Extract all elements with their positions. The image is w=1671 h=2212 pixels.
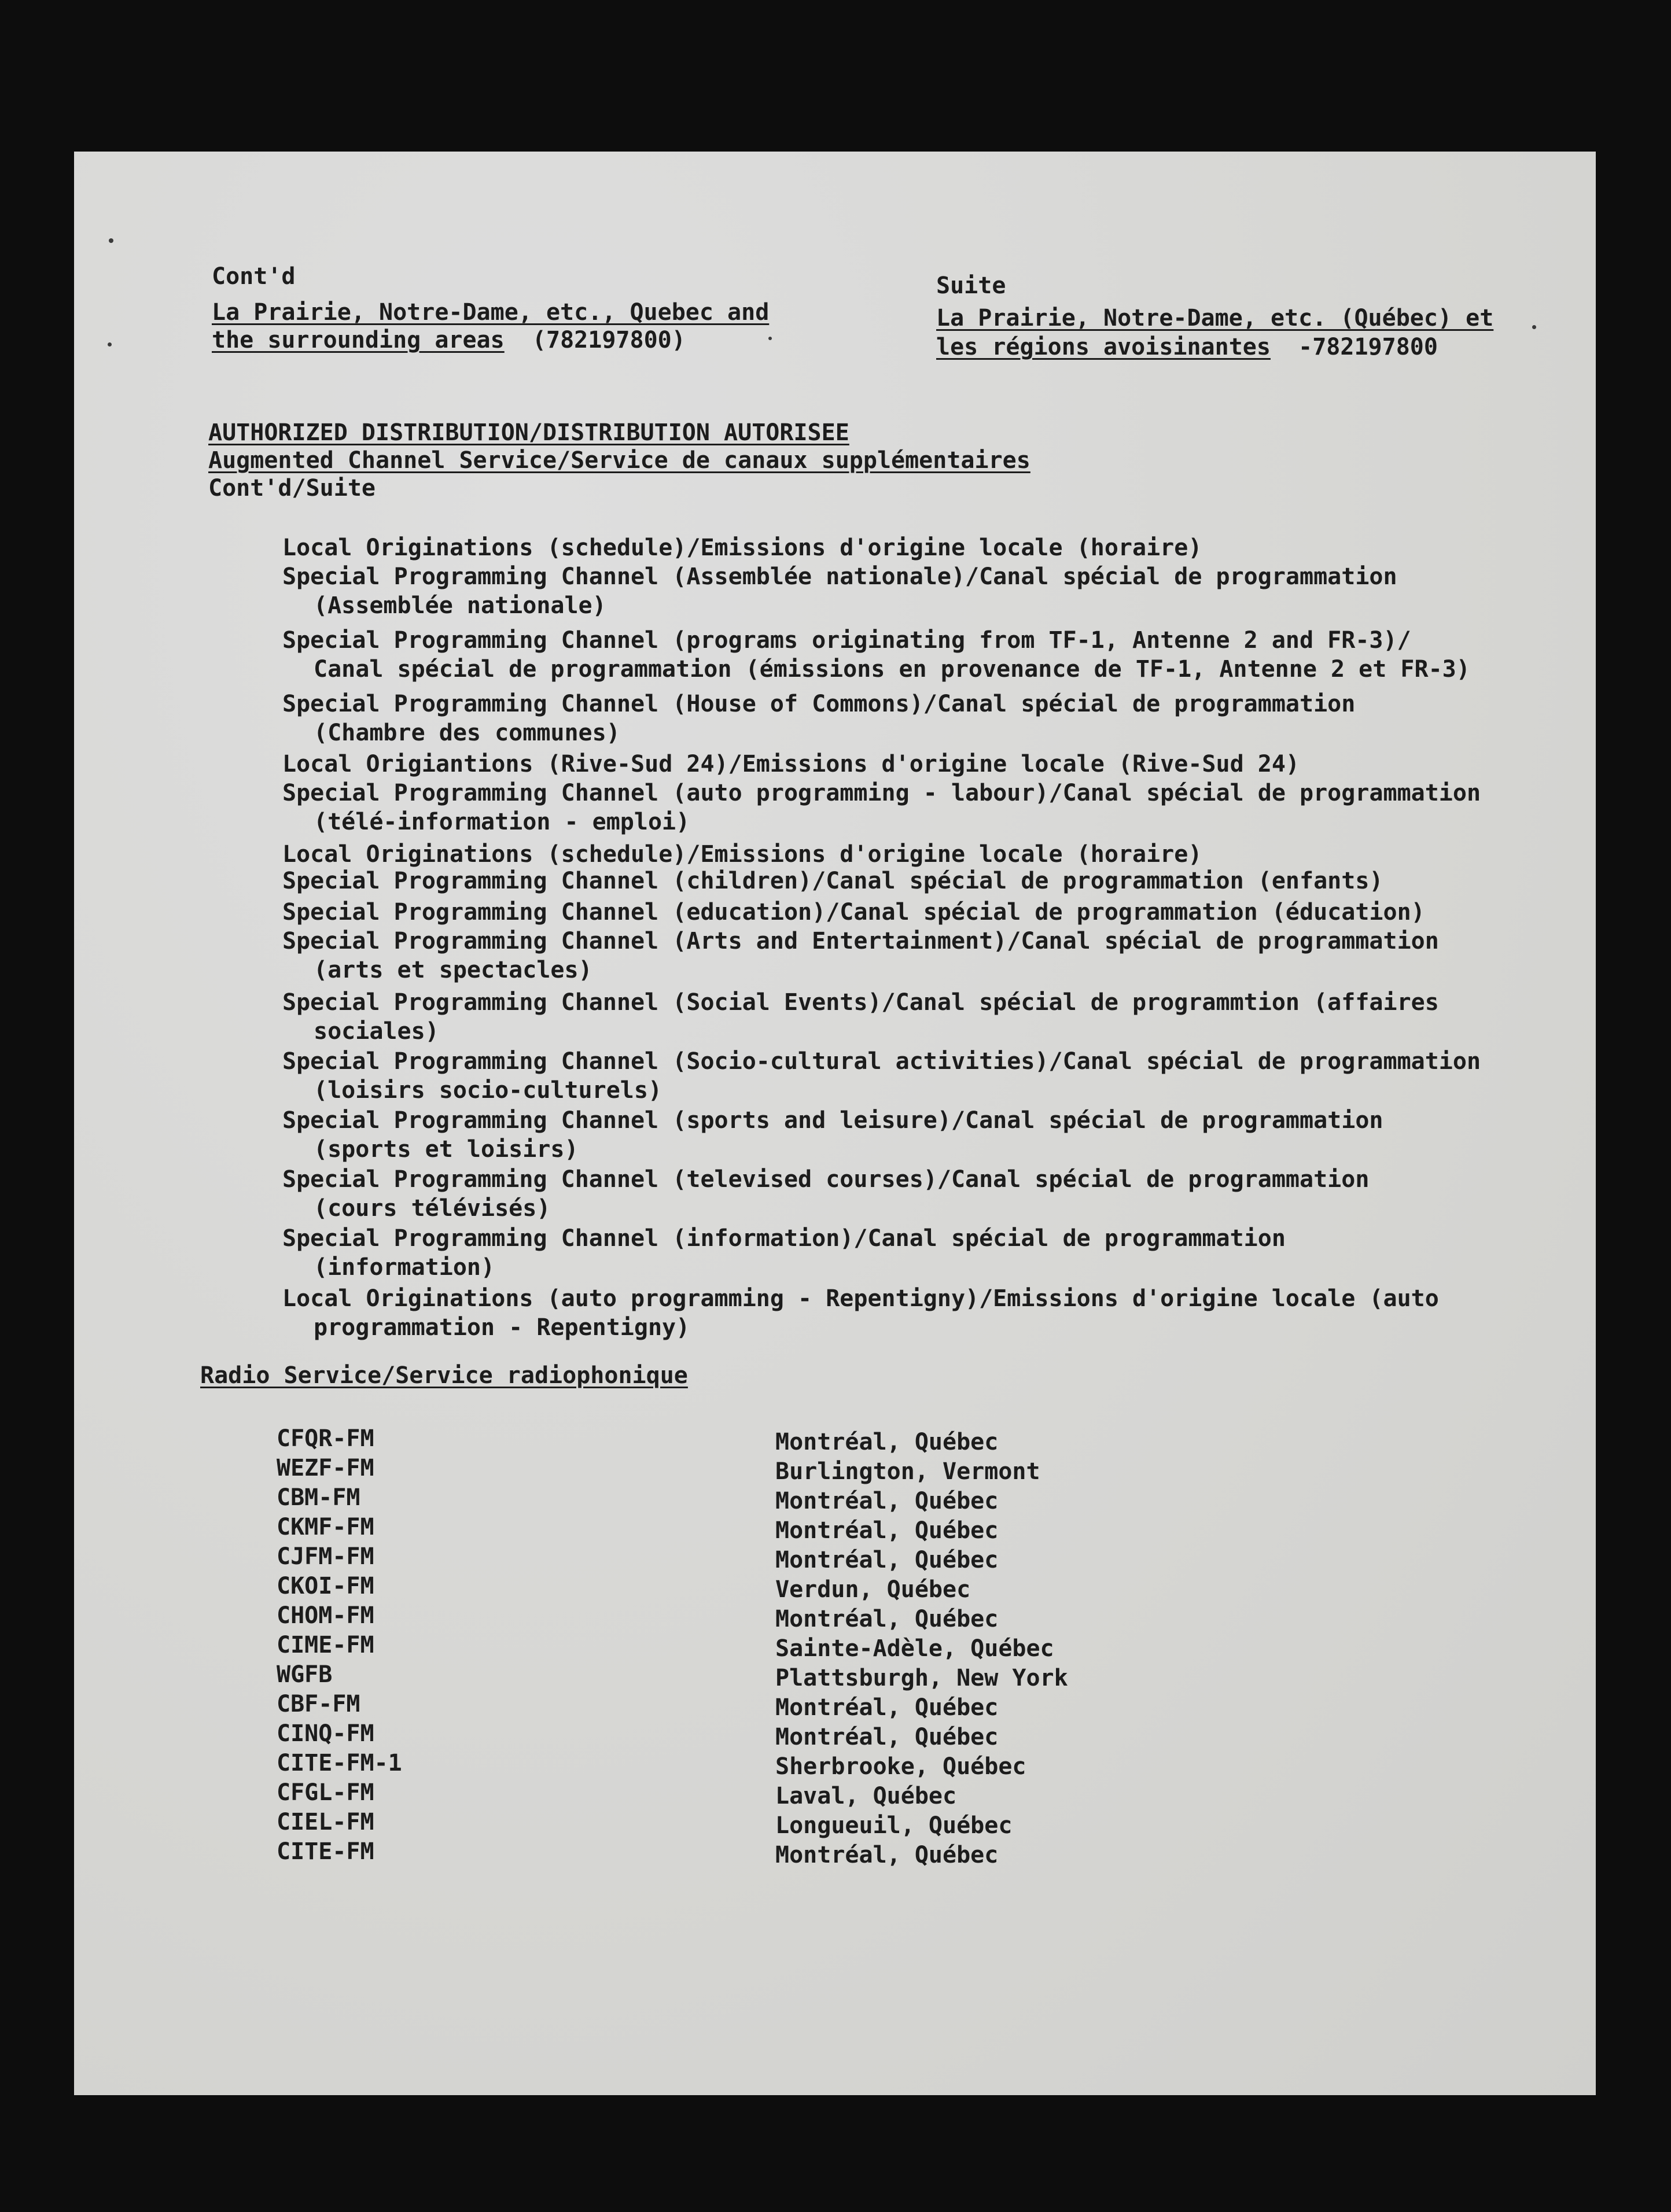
channel-entry-line2: (Chambre des communes) — [314, 720, 620, 746]
dust-speck — [768, 337, 772, 340]
dust-speck — [1532, 325, 1536, 329]
channel-entry-line1: Local Origiantions (Rive-Sud 24)/Emissions d'origine locale (Rive-Sud 24) — [282, 751, 1300, 777]
channel-entry — [282, 867, 1625, 895]
channel-entry-line2: (Assemblée nationale) — [314, 592, 606, 619]
station-call-sign: CHOM-FM — [277, 1602, 374, 1629]
section-contd: Cont'd/Suite — [208, 475, 376, 502]
station-call-sign: CIEL-FM — [277, 1809, 374, 1835]
station-call-sign: CBM-FM — [277, 1484, 360, 1511]
radio-section-title: Radio Service/Service radiophonique — [200, 1362, 688, 1389]
channel-entry-line2: Canal spécial de programmation (émissions en provenance de TF-1, Antenne 2 et FR-3) — [314, 656, 1470, 683]
channel-entry — [282, 750, 1625, 779]
channel-entry — [282, 690, 1625, 747]
station-call-sign: CITE-FM — [277, 1838, 374, 1865]
area-title-fr-line2: les régions avoisinantes — [936, 334, 1271, 360]
station-location: Laval, Québec — [775, 1783, 957, 1809]
station-call-sign: CFGL-FM — [277, 1779, 374, 1806]
channel-entry-line2: programmation - Repentigny) — [314, 1314, 690, 1341]
station-location: Montréal, Québec — [775, 1488, 999, 1514]
channel-entry — [282, 1047, 1625, 1105]
channel-entry-line2: (loisirs socio-culturels) — [314, 1077, 662, 1104]
area-title-fr-line2-row — [936, 332, 1438, 362]
dust-speck — [108, 342, 112, 346]
channel-entry-line1: Special Programming Channel (televised courses)/Canal spécial de programmation — [282, 1166, 1370, 1193]
channel-entry-line1: Special Programming Channel (information)/Canal spécial de programmation — [282, 1225, 1286, 1252]
station-location: Montréal, Québec — [775, 1606, 999, 1632]
station-call-sign: CINQ-FM — [277, 1720, 374, 1747]
channel-entry-line2: sociales) — [314, 1018, 439, 1045]
channel-entry — [282, 988, 1625, 1046]
channel-entry-line1: Special Programming Channel (House of Commons)/Canal spécial de programmation — [282, 691, 1356, 717]
channel-entry-line2: (télé-information - emploi) — [314, 809, 690, 835]
channel-entry-line2: (arts et spectacles) — [314, 957, 592, 983]
channel-entry — [282, 1165, 1625, 1223]
station-call-sign: WGFB — [277, 1661, 333, 1688]
channel-entry-line1: Special Programming Channel (Socio-cultural activities)/Canal spécial de programmation — [282, 1048, 1481, 1075]
station-call-sign: WEZF-FM — [277, 1455, 374, 1481]
channel-entry-line2: (cours télévisés) — [314, 1195, 551, 1222]
licence-number-en: (782197800) — [532, 327, 686, 353]
channel-entry — [282, 562, 1625, 620]
licence-number-fr: -782197800 — [1298, 334, 1438, 360]
station-location: Montréal, Québec — [775, 1429, 999, 1455]
suite-label: Suite — [936, 272, 1006, 299]
channel-entry — [282, 1284, 1625, 1342]
station-location: Montréal, Québec — [775, 1517, 999, 1544]
channel-entry-line1: Special Programming Channel (sports and leisure)/Canal spécial de programmation — [282, 1107, 1383, 1134]
station-call-sign: CITE-FM-1 — [277, 1750, 402, 1776]
section-subtitle: Augmented Channel Service/Service de canaux supplémentaires — [208, 447, 1030, 474]
channel-entry — [282, 533, 1625, 562]
channel-entry-line1: Special Programming Channel (children)/Canal spécial de programmation (enfants) — [282, 868, 1383, 894]
channel-entry-line1: Special Programming Channel (Assemblée nationale)/Canal spécial de programmation — [282, 563, 1397, 590]
area-title-en-line2: the surrounding areas — [212, 327, 505, 353]
channel-entry-line2: (sports et loisirs) — [314, 1136, 579, 1163]
station-location: Longueuil, Québec — [775, 1812, 1013, 1839]
channel-entry-line1: Local Originations (auto programming - Repentigny)/Emissions d'origine locale (auto — [282, 1285, 1439, 1312]
station-call-sign: CKMF-FM — [277, 1514, 374, 1540]
station-location: Montréal, Québec — [775, 1842, 999, 1868]
channel-entry-line1: Special Programming Channel (auto programming - labour)/Canal spécial de programmation — [282, 780, 1481, 806]
channel-entry-line1: Special Programming Channel (programs originating from TF-1, Antenne 2 and FR-3)/ — [282, 627, 1411, 654]
channel-entry-line1: Local Originations (schedule)/Emissions d'origine locale (horaire) — [282, 534, 1202, 561]
station-location: Verdun, Québec — [775, 1576, 971, 1603]
station-call-sign: CBF-FM — [277, 1691, 360, 1717]
area-title-fr-line1: La Prairie, Notre-Dame, etc. (Québec) et — [936, 305, 1494, 331]
station-location: Plattsburgh, New York — [775, 1665, 1068, 1691]
station-location: Montréal, Québec — [775, 1724, 999, 1750]
station-location: Sherbrooke, Québec — [775, 1753, 1026, 1780]
channel-entry-line1: Local Originations (schedule)/Emissions d'origine locale (horaire) — [282, 841, 1202, 868]
section-title: AUTHORIZED DISTRIBUTION/DISTRIBUTION AUTORISEE — [208, 419, 849, 446]
channel-entry — [282, 840, 1625, 869]
channel-entry — [282, 1106, 1625, 1164]
channel-entry — [282, 898, 1625, 927]
channel-entry-line2: (information) — [314, 1254, 495, 1281]
channel-entry-line1: Special Programming Channel (education)/Canal spécial de programmation (éducation) — [282, 899, 1425, 926]
channel-entry — [282, 927, 1625, 985]
area-title-en-line1: La Prairie, Notre-Dame, etc., Quebec and — [212, 299, 770, 326]
document-page — [74, 152, 1596, 2095]
station-location: Sainte-Adèle, Québec — [775, 1635, 1054, 1662]
area-title-en-line2-row — [212, 325, 686, 355]
channel-entry-line1: Special Programming Channel (Arts and Entertainment)/Canal spécial de programmation — [282, 928, 1439, 954]
channel-entry — [282, 1224, 1625, 1282]
station-call-sign: CFQR-FM — [277, 1425, 374, 1452]
station-location: Montréal, Québec — [775, 1694, 999, 1721]
station-call-sign: CIME-FM — [277, 1632, 374, 1658]
channel-entry — [282, 626, 1625, 684]
contd-label: Cont'd — [212, 263, 296, 290]
station-location: Burlington, Vermont — [775, 1458, 1040, 1485]
channel-entry — [282, 779, 1625, 836]
dust-speck — [109, 238, 113, 243]
station-call-sign: CJFM-FM — [277, 1543, 374, 1570]
station-location: Montréal, Québec — [775, 1547, 999, 1573]
channel-entry-line1: Special Programming Channel (Social Events)/Canal spécial de programmtion (affaires — [282, 989, 1439, 1016]
station-call-sign: CKOI-FM — [277, 1573, 374, 1599]
